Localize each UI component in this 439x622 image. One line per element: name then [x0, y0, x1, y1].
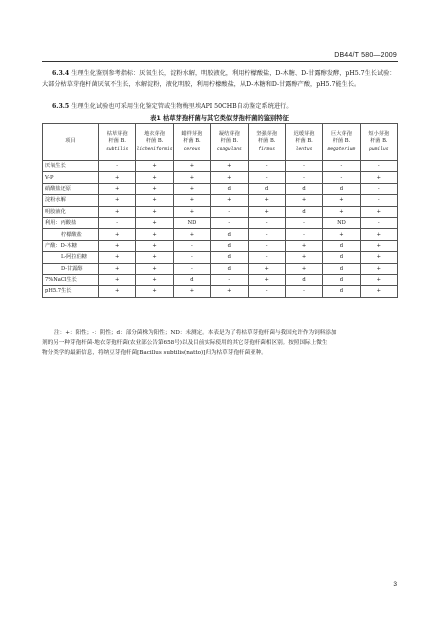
identification-table [42, 123, 398, 298]
table-row [43, 161, 398, 172]
column-header-subtilis: 枯草芽孢 杆菌 B. subtilis [99, 124, 136, 161]
row-test-name: 柠檬酸盐 [43, 229, 99, 240]
result-cell: - [99, 217, 136, 228]
result-cell: + [99, 206, 136, 217]
result-cell: + [173, 229, 210, 240]
result-cell: - [323, 172, 360, 183]
result-cell: + [285, 252, 322, 263]
table-row [43, 274, 398, 285]
result-cell: + [173, 206, 210, 217]
row-test-name: 硝酸盐还原 [43, 183, 99, 194]
table-caption: 表1 枯草芽孢杆菌与其它类似芽孢杆菌的鉴别特征 [150, 115, 289, 122]
result-cell: + [173, 172, 210, 183]
row-test-name: 产酸：D-木糖 [43, 240, 99, 251]
section-6-3-5 [42, 101, 398, 112]
result-cell: - [211, 274, 248, 285]
result-cell: + [136, 172, 173, 183]
result-cell: + [136, 183, 173, 194]
page-number: 3 [393, 581, 397, 588]
note-line: 物分类学的最新信息，将纳豆芽孢杆菌[Bacillus subtilis(natto)]归为枯草芽孢杆菌亚种。 [42, 350, 267, 356]
section-number: 6.3.4 [52, 70, 70, 77]
result-cell: + [99, 172, 136, 183]
row-test-name: V-P [43, 172, 99, 183]
result-cell: + [323, 195, 360, 206]
result-cell: + [285, 195, 322, 206]
result-cell: - [173, 252, 210, 263]
document-code: DB44/T 580—2009 [334, 52, 397, 59]
result-cell: + [360, 286, 397, 297]
result-cell: d [323, 252, 360, 263]
section-text: 生理生化鉴别参考指标：厌氧生长，淀粉水解，明胶液化，利用柠檬酸盐，D-木糖、D-甘露醇发酵，pH5.7生长试验：大部分枯草芽孢杆菌厌氧不生长，水解淀粉，液化明胶，利用柠檬酸盐，从D-木糖和D-甘露醇产酸，pH5.7能生长。 [42, 70, 396, 88]
table-row [43, 195, 398, 206]
column-header-coagulans: 凝结芽孢 杆菌 B. coagulans [211, 124, 248, 161]
result-cell: + [211, 161, 248, 172]
result-cell: + [99, 183, 136, 194]
result-cell: + [360, 263, 397, 274]
result-cell: + [248, 195, 285, 206]
result-cell: + [360, 274, 397, 285]
result-cell: d [211, 229, 248, 240]
result-cell: + [136, 263, 173, 274]
table-row [43, 172, 398, 183]
result-cell: - [211, 217, 248, 228]
row-test-name: 明胶液化 [43, 206, 99, 217]
result-cell: d [211, 240, 248, 251]
result-cell: - [211, 206, 248, 217]
result-cell: ND [173, 217, 210, 228]
result-cell: + [173, 195, 210, 206]
result-cell: d [285, 206, 322, 217]
result-cell: - [99, 161, 136, 172]
result-cell: + [99, 263, 136, 274]
column-header-pumilus: 短小芽孢 杆菌 B. pumilus [360, 124, 397, 161]
result-cell: - [285, 161, 322, 172]
result-cell: - [173, 263, 210, 274]
row-test-name: 厌氧生长 [43, 161, 99, 172]
result-cell: + [99, 274, 136, 285]
result-cell: d [323, 286, 360, 297]
column-header-cereus: 蜡样芽孢 杆菌 B. cereus [173, 124, 210, 161]
result-cell: + [173, 286, 210, 297]
section-number: 6.3.5 [52, 103, 70, 110]
result-cell: + [285, 240, 322, 251]
table-row [43, 263, 398, 274]
column-header-lentus: 迟缓芽孢 杆菌 B. lentus [285, 124, 322, 161]
result-cell: - [360, 195, 397, 206]
table-row [43, 183, 398, 194]
result-cell: + [248, 263, 285, 274]
result-cell: - [248, 172, 285, 183]
result-cell: + [360, 172, 397, 183]
column-header-megaterium: 巨大芽孢 杆菌 B. megaterium [323, 124, 360, 161]
result-cell: + [99, 195, 136, 206]
result-cell: - [248, 286, 285, 297]
result-cell: - [248, 161, 285, 172]
result-cell: - [285, 229, 322, 240]
result-cell: + [173, 161, 210, 172]
row-test-name: 淀粉水解 [43, 195, 99, 206]
result-cell: + [136, 161, 173, 172]
result-cell: + [136, 274, 173, 285]
result-cell: - [323, 161, 360, 172]
result-cell: + [211, 172, 248, 183]
item-column-header: 项目 [43, 124, 99, 161]
result-cell: - [285, 217, 322, 228]
result-cell: + [173, 183, 210, 194]
result-cell: - [248, 240, 285, 251]
result-cell: - [173, 240, 210, 251]
result-cell: + [360, 229, 397, 240]
result-cell: d [323, 274, 360, 285]
result-cell: + [99, 286, 136, 297]
result-cell: + [248, 206, 285, 217]
row-test-name: D-甘露醇 [43, 263, 99, 274]
result-cell: d [323, 240, 360, 251]
result-cell: d [173, 274, 210, 285]
result-cell: + [360, 240, 397, 251]
result-cell: d [248, 183, 285, 194]
result-cell: + [99, 240, 136, 251]
result-cell: + [136, 217, 173, 228]
result-cell: d [211, 183, 248, 194]
result-cell: ND [323, 217, 360, 228]
result-cell: + [323, 206, 360, 217]
row-test-name: L-阿拉伯糖 [43, 252, 99, 263]
result-cell: + [136, 229, 173, 240]
result-cell: + [136, 195, 173, 206]
section-6-3-4 [42, 68, 398, 90]
result-cell: d [211, 252, 248, 263]
result-cell: - [360, 161, 397, 172]
result-cell: + [211, 286, 248, 297]
result-cell: - [248, 252, 285, 263]
result-cell: - [285, 172, 322, 183]
result-cell: d [211, 263, 248, 274]
table-row [43, 252, 398, 263]
result-cell: - [248, 229, 285, 240]
result-cell: + [99, 229, 136, 240]
row-test-name: 7%NaCl生长 [43, 274, 99, 285]
row-test-name: 利用：丙酸盐 [43, 217, 99, 228]
table-row [43, 240, 398, 251]
result-cell: + [136, 286, 173, 297]
table-row [43, 206, 398, 217]
result-cell: - [248, 217, 285, 228]
result-cell: d [323, 263, 360, 274]
column-header-licheniformis: 地衣芽孢 杆菌 B. licheniformis [136, 124, 173, 161]
table-row [43, 229, 398, 240]
result-cell: + [99, 252, 136, 263]
column-header-firmus: 坚强芽孢 杆菌 B. firmus [248, 124, 285, 161]
result-cell: d [285, 183, 322, 194]
note-line: 注：+：阳性；-：阴性；d：部分菌株为阳性；ND：未测定。本表是为了将枯草芽孢杆菌与我国允许作为饲料添加 [54, 330, 337, 336]
result-cell: + [136, 252, 173, 263]
header-divider [42, 61, 398, 62]
result-cell: - [285, 286, 322, 297]
result-cell: + [136, 240, 173, 251]
result-cell: + [285, 263, 322, 274]
result-cell: + [136, 206, 173, 217]
table-note [42, 328, 398, 358]
row-test-name: pH5.7生长 [43, 286, 99, 297]
result-cell: + [211, 195, 248, 206]
result-cell: + [248, 274, 285, 285]
table-header-row [43, 124, 398, 161]
result-cell: - [360, 217, 397, 228]
result-cell: + [323, 229, 360, 240]
table-row [43, 217, 398, 228]
table-row [43, 286, 398, 297]
section-text: 生理生化试验也可采用生化鉴定管或生物梅里埃API 50CHB自动鉴定系统进行。 [71, 103, 293, 110]
result-cell: d [285, 274, 322, 285]
result-cell: + [360, 206, 397, 217]
result-cell: + [360, 252, 397, 263]
result-cell: - [360, 183, 397, 194]
result-cell: d [323, 183, 360, 194]
note-line: 剂的另一种芽孢杆菌-地衣芽孢杆菌(农业部公告第658号)以及目前实际使用的其它芽孢杆菌相区别。按照国际上微生 [42, 340, 328, 346]
